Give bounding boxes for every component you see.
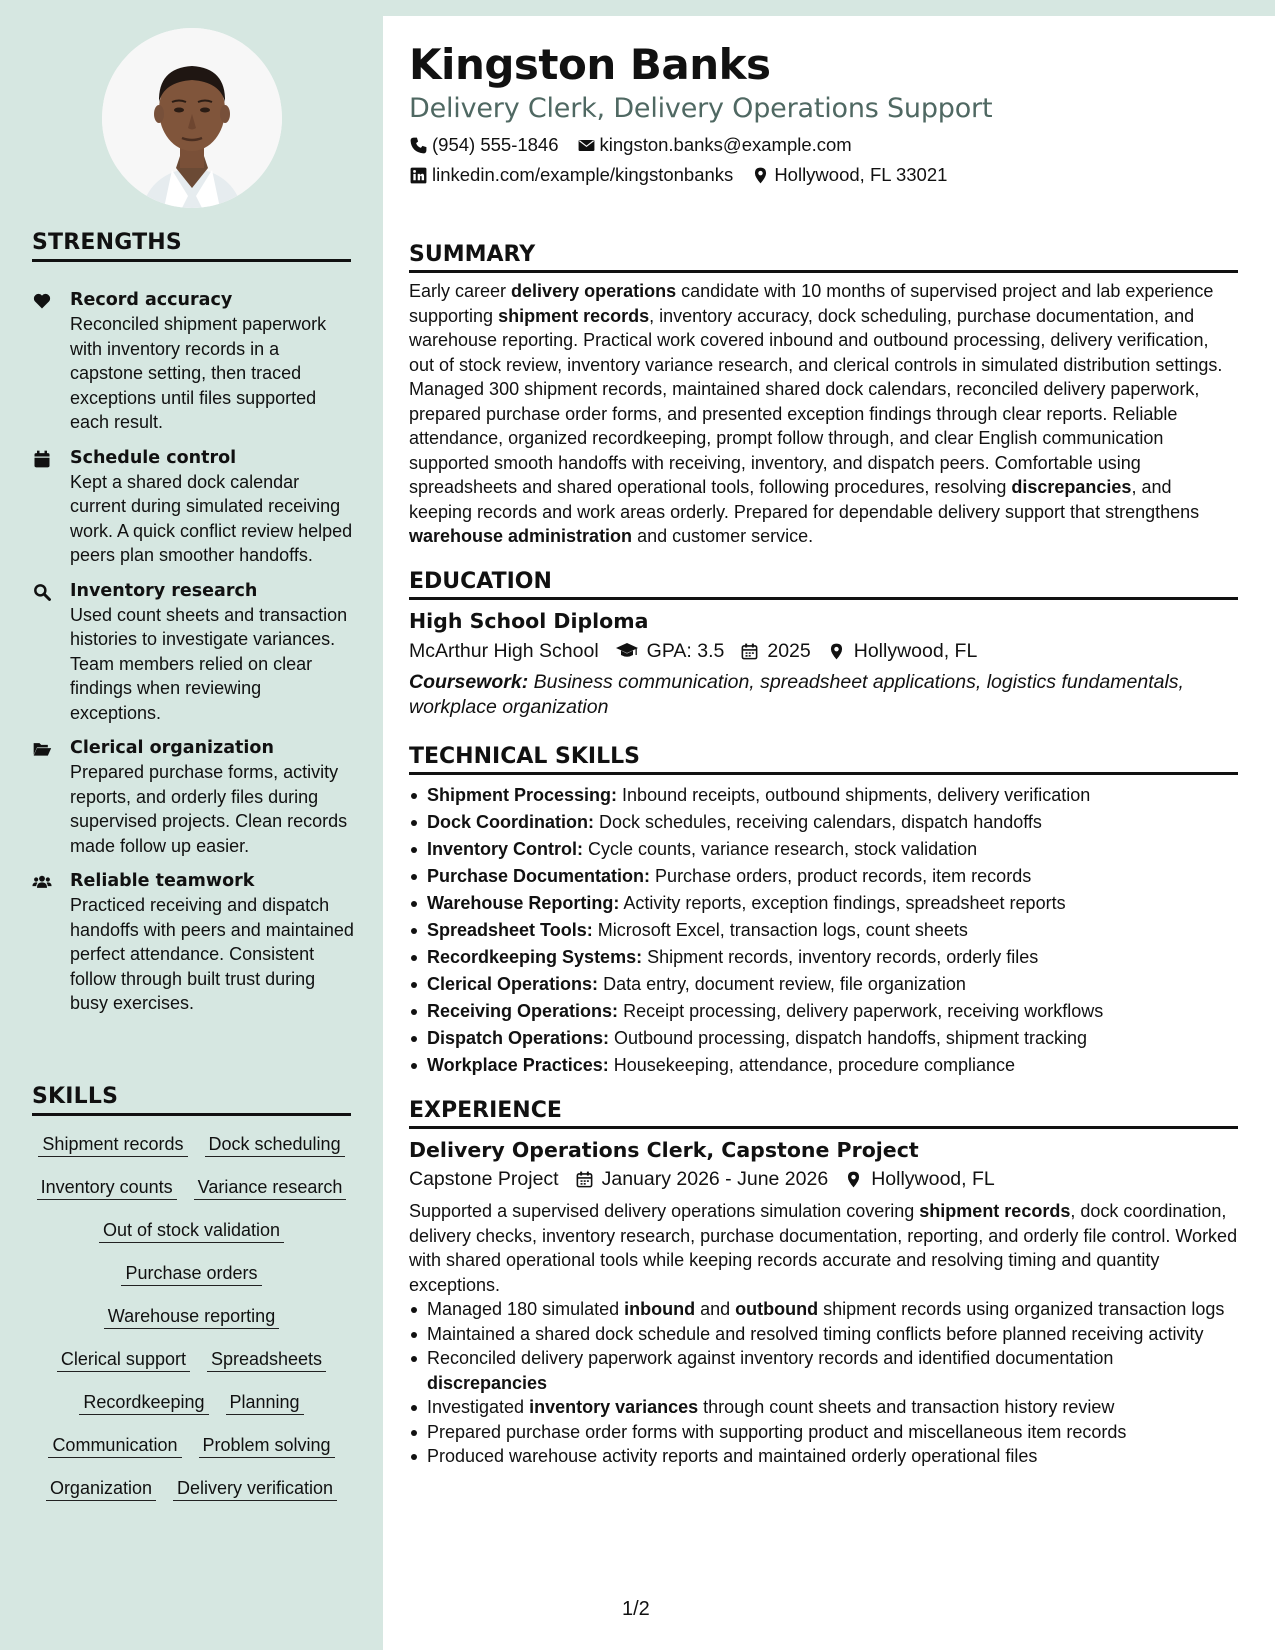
- location-text: Hollywood, FL 33021: [774, 164, 948, 185]
- summary-segment: shipment records: [498, 305, 650, 326]
- list-item: [409, 917, 1238, 944]
- section-heading: SUMMARY: [409, 242, 1238, 273]
- skill-label: Warehouse Reporting:: [427, 893, 620, 913]
- summary-segment: , and keeping records and work areas orderly. Prepared for dependable delivery support that strengthens: [409, 477, 1200, 522]
- skill-detail: Housekeeping, attendance, procedure compliance: [608, 1055, 1016, 1075]
- strength-item: [32, 289, 354, 435]
- skill-detail: Activity reports, exception findings, spreadsheet reports: [619, 893, 1066, 913]
- linkedin-icon: [409, 166, 428, 185]
- skill-detail: Inbound receipts, outbound shipments, delivery verification: [617, 785, 1091, 805]
- list-item: [409, 1346, 1238, 1395]
- profile-photo: [102, 28, 282, 208]
- skill-tag: Clerical support: [57, 1347, 190, 1372]
- date-range: January 2026 - June 2026: [601, 1168, 829, 1190]
- education-section: [409, 569, 1238, 719]
- search-icon: [32, 580, 70, 726]
- header-band: [383, 0, 1275, 16]
- candidate-title: Delivery Clerk, Delivery Operations Support: [409, 93, 993, 124]
- skill-tag: Spreadsheets: [207, 1347, 326, 1372]
- graduation-year-item: [740, 640, 810, 663]
- list-item: [409, 890, 1238, 917]
- list-item: [409, 1322, 1238, 1347]
- email-contact[interactable]: [577, 134, 852, 156]
- section-heading: TECHNICAL SKILLS: [409, 744, 1238, 775]
- list-item: [409, 836, 1238, 863]
- bullet-segment: discrepancies: [427, 1372, 548, 1393]
- summary-segment: discrepancies: [1011, 477, 1132, 497]
- bullet-segment: inventory variances: [529, 1397, 699, 1417]
- bullet-segment: and: [695, 1299, 736, 1319]
- section-heading: EXPERIENCE: [409, 1098, 1238, 1129]
- phone-contact: [409, 134, 559, 156]
- skill-tag: Variance research: [194, 1175, 347, 1200]
- strength-title: Schedule control: [70, 447, 237, 468]
- job-title: Delivery Operations Clerk, Capstone Project: [409, 1138, 919, 1162]
- bullet-segment: inbound: [624, 1299, 696, 1319]
- linkedin-url[interactable]: linkedin.com/example/kingstonbanks: [432, 164, 734, 185]
- skill-detail: Purchase orders, product records, item records: [650, 866, 1032, 886]
- strength-item: [32, 870, 354, 1016]
- strengths-heading: STRENGTHS: [32, 230, 351, 262]
- strength-title: Clerical organization: [70, 738, 274, 758]
- summary-segment: warehouse administration: [409, 526, 633, 546]
- skill-label: Clerical Operations:: [427, 974, 599, 994]
- skill-detail: Microsoft Excel, transaction logs, count sheets: [592, 920, 968, 940]
- skill-label: Purchase Documentation:: [427, 866, 651, 886]
- technical-skills-section: [409, 744, 1238, 1079]
- strength-title: Reliable teamwork: [70, 871, 255, 891]
- list-item: [409, 1444, 1238, 1469]
- summary-segment: candidate with 10 months of supervised project and lab experience supporting: [409, 281, 1214, 326]
- list-item: [409, 863, 1238, 890]
- skill-tag: Dock scheduling: [205, 1132, 345, 1157]
- school-name: McArthur High School: [409, 639, 599, 662]
- experience-section: [409, 1098, 1238, 1469]
- summary-segment: delivery operations: [511, 281, 677, 301]
- calendar-icon: [740, 642, 759, 661]
- strength-description: Kept a shared dock calendar current during simulated receiving work. A quick conflict review helped peers plan smoother handoffs.: [70, 471, 353, 565]
- list-item: [409, 971, 1238, 998]
- skill-detail: Shipment records, inventory records, orderly files: [642, 947, 1039, 967]
- list-item: [409, 1025, 1238, 1052]
- strength-description: Used count sheets and transaction histories to investigate variances. Team members relied on clear findings when reviewing exceptions.: [70, 604, 348, 723]
- experience-location: Hollywood, FL: [871, 1168, 995, 1190]
- education-location-item: [827, 640, 978, 663]
- heart-icon: [32, 289, 70, 435]
- skills-tags: [32, 1132, 351, 1501]
- list-item: [409, 1395, 1238, 1420]
- skill-tag: Warehouse reporting: [104, 1304, 279, 1329]
- skill-tag: Communication: [48, 1433, 181, 1458]
- bullet-segment: Maintained a shared dock schedule and resolved timing conflicts before planned receiving activity: [427, 1323, 1204, 1344]
- contact-row: [409, 164, 965, 186]
- graduation-cap-icon: [615, 639, 639, 663]
- strengths-list: [32, 289, 354, 1028]
- skill-label: Inventory Control:: [427, 839, 583, 859]
- email-address[interactable]: kingston.banks@example.com: [599, 134, 852, 155]
- strength-item: [32, 447, 354, 568]
- skill-tag: Purchase orders: [121, 1261, 261, 1286]
- linkedin-contact[interactable]: [409, 164, 733, 186]
- gpa-value: GPA: 3.5: [646, 639, 725, 662]
- strength-title: Inventory research: [70, 580, 258, 601]
- calendar-icon: [575, 1170, 594, 1189]
- education-meta: [409, 639, 1238, 663]
- skills-heading: SKILLS: [32, 1084, 351, 1116]
- bullet-segment: Reconciled delivery paperwork against inventory records and identified documentation: [427, 1348, 1114, 1368]
- strength-description: Prepared purchase forms, activity reports, and orderly files during supervised projects. Clean records made follow up easier.: [70, 762, 348, 856]
- contact-row: [409, 134, 870, 156]
- candidate-name: Kingston Banks: [409, 40, 771, 89]
- degree-title: High School Diploma: [409, 609, 649, 633]
- skill-label: Recordkeeping Systems:: [427, 947, 643, 967]
- bullet-segment: outbound: [735, 1299, 819, 1319]
- skill-tag: Out of stock validation: [99, 1218, 284, 1243]
- bullet-segment: Investigated: [427, 1397, 530, 1417]
- skill-tag: Delivery verification: [173, 1476, 337, 1501]
- strength-item: [32, 580, 354, 726]
- skill-label: Dock Coordination:: [427, 812, 594, 832]
- coursework-list: Business communication, spreadsheet applications, logistics fundamentals, workplace organization: [409, 671, 1184, 718]
- phone-icon: [409, 136, 428, 155]
- map-pin-icon: [751, 166, 770, 185]
- skill-tag: Planning: [226, 1390, 304, 1415]
- section-heading: EDUCATION: [409, 569, 1238, 600]
- coursework-text: [409, 670, 1238, 719]
- technical-skills-list: [409, 782, 1238, 1079]
- skill-label: Shipment Processing:: [427, 785, 618, 805]
- summary-section: [409, 242, 1238, 549]
- phone-number: (954) 555-1846: [432, 134, 559, 155]
- summary-segment: and customer service.: [632, 526, 814, 546]
- skill-label: Spreadsheet Tools:: [427, 920, 593, 940]
- skill-label: Receiving Operations:: [427, 1001, 619, 1021]
- strength-description: Practiced receiving and dispatch handoffs with peers and maintained perfect attendance. Consistent follow through built trust during busy exercises.: [70, 895, 354, 1013]
- skill-tag: Problem solving: [199, 1433, 335, 1458]
- experience-summary-segment: shipment records: [919, 1201, 1071, 1221]
- envelope-icon: [577, 136, 596, 155]
- calendar-icon: [32, 447, 70, 568]
- list-item: [409, 1420, 1238, 1445]
- bullet-segment: shipment records using organized transaction logs: [818, 1299, 1225, 1319]
- summary-text: [409, 279, 1238, 549]
- bullet-segment: through count sheets and transaction history review: [698, 1397, 1115, 1417]
- company-name: Capstone Project: [409, 1168, 559, 1190]
- strength-description: Reconciled shipment paperwork with inventory records in a capstone setting, then traced exceptions until files supported each result.: [70, 314, 327, 432]
- date-range-item: [575, 1168, 829, 1191]
- skill-label: Workplace Practices:: [427, 1055, 609, 1075]
- summary-segment: Early career: [409, 281, 512, 301]
- page-number: 1/2: [622, 1598, 650, 1620]
- skill-detail: Data entry, document review, file organization: [598, 974, 966, 994]
- experience-location-item: [844, 1168, 995, 1191]
- experience-summary-segment: Supported a supervised delivery operations simulation covering: [409, 1201, 920, 1221]
- skill-detail: Receipt processing, delivery paperwork, receiving workflows: [618, 1001, 1104, 1021]
- experience-summary: [409, 1199, 1238, 1297]
- summary-segment: , inventory accuracy, dock scheduling, purchase documentation, and warehouse reporting. Practical work covered inbound and outbound processing, delivery verification, out of stock review, inventory variance research, and clerical controls in simulated distribution settings. Managed 300 shipment records, maintained shared dock calendars, reconciled delivery paperwork, prepared purchase order forms, and presented exception findings through clear reports. Reliable attendance, organized recordkeeping, prompt follow through, and clear English communication supported smooth handoffs with receiving, inventory, and dispatch peers. Comfortable using spreadsheets and shared operational tools, following procedures, resolving: [409, 305, 1223, 497]
- gpa-item: [615, 639, 725, 663]
- skill-label: Dispatch Operations:: [427, 1028, 610, 1048]
- list-item: [409, 1297, 1238, 1322]
- strength-item: [32, 737, 354, 858]
- education-location: Hollywood, FL: [853, 639, 978, 662]
- folder-open-icon: [32, 737, 70, 858]
- list-item: [409, 809, 1238, 836]
- experience-summary-segment: , dock coordination, delivery checks, inventory research, purchase documentation, reporting, and orderly file control. Worked with shared operational tools while keeping records accurate and resolving timing and quantity exceptions.: [409, 1201, 1238, 1295]
- coursework-label: Coursework:: [409, 671, 529, 693]
- skill-tag: Recordkeeping: [79, 1390, 208, 1415]
- skill-tag: Shipment records: [38, 1132, 187, 1157]
- bullet-segment: Produced warehouse activity reports and maintained orderly operational files: [427, 1446, 1038, 1466]
- experience-bullets: [409, 1297, 1238, 1469]
- map-pin-icon: [844, 1170, 863, 1189]
- bullet-segment: Prepared purchase order forms with supporting product and miscellaneous item records: [427, 1421, 1127, 1442]
- users-icon: [32, 870, 70, 1016]
- skill-detail: Outbound processing, dispatch handoffs, shipment tracking: [609, 1028, 1087, 1048]
- bullet-segment: Managed 180 simulated: [427, 1299, 625, 1319]
- skill-detail: Cycle counts, variance research, stock validation: [583, 839, 978, 859]
- skill-detail: Dock schedules, receiving calendars, dispatch handoffs: [594, 812, 1042, 832]
- list-item: [409, 944, 1238, 971]
- list-item: [409, 998, 1238, 1025]
- strength-title: Record accuracy: [70, 290, 233, 310]
- graduation-year: 2025: [767, 639, 811, 662]
- list-item: [409, 782, 1238, 809]
- skill-tag: Organization: [46, 1476, 156, 1501]
- skill-tag: Inventory counts: [37, 1175, 177, 1200]
- experience-meta: [409, 1168, 1238, 1191]
- map-pin-icon: [827, 642, 846, 661]
- location-contact: [751, 164, 947, 186]
- list-item: [409, 1052, 1238, 1079]
